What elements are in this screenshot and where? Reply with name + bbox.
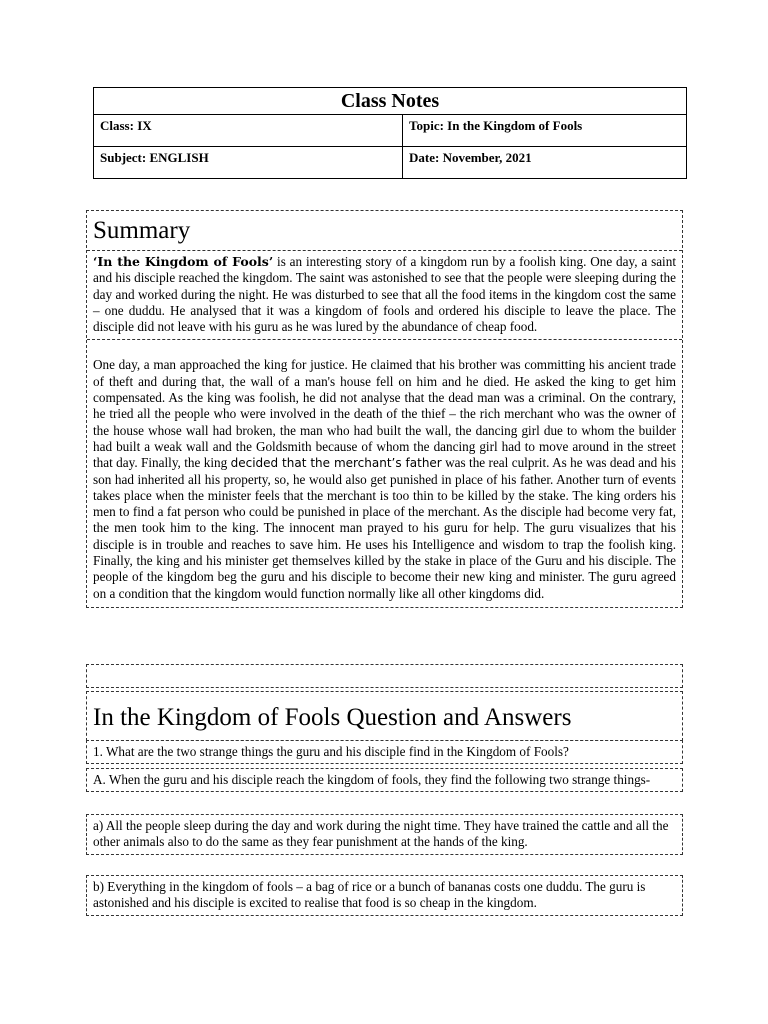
header-info-grid xyxy=(94,115,686,178)
answer-1-intro: A. When the guru and his disciple reach the kingdom of fools, they find the following two strange things- xyxy=(86,768,683,792)
date-field: Date: November, 2021 xyxy=(409,150,532,165)
topic-field: Topic: In the Kingdom of Fools xyxy=(403,115,686,147)
class-notes-header xyxy=(93,87,687,179)
answer-1-point-b: b) Everything in the kingdom of fools – a bag of rice or a bunch of bananas costs one duddu. The guru is astonished and his disciple is excited to realise that food is so cheap in the kingdom. xyxy=(86,875,683,916)
summary-paragraph-1 xyxy=(87,251,682,340)
story-title: ‘In the Kingdom of Fools’ xyxy=(93,254,274,269)
summary-heading: Summary xyxy=(87,211,682,251)
page-title: Class Notes xyxy=(94,88,686,115)
summary-paragraph-2-part-a: One day, a man approached the king for justice. He claimed that his brother was committing his ancient trade of theft and during that, the wall of a man's house fell on him and he died. He asked the king to get him compensated. As the king was foolish, he did not analyse that the dead man was a criminal. On the contrary, he tried all the people who were involved in the death of the thief – the rich merchant who was the owner of the house whose wall had broken, the man who had built the wall, the dancing girl due to whom the builder had built a weak wall and the Goldsmith because of whom the dancing girl had to move around in the street that day. Finally, the king xyxy=(93,357,676,471)
summary-paragraph-2 xyxy=(87,340,682,606)
class-field: Class: IX xyxy=(94,115,403,147)
summary-paragraph-1-text: is an interesting story of a kingdom run by a foolish king. One day, a saint and his disciple reached the kingdom. The saint was astonished to see that the people were sleeping during the day and worked during the night. He was disturbed to see that all the food items in the kingdom cost the same – one duddu. He analysed that it was a kingdom of fools and ordered his disciple to leave the place. The disciple did not leave with his guru as he was lured by the abundance of cheap food. xyxy=(93,254,676,335)
answer-1-point-a: a) All the people sleep during the day and work during the night time. They have trained the cattle and all the other animals also to do the same as they fear punishment at the hands of the king. xyxy=(86,814,683,855)
qa-heading: In the Kingdom of Fools Question and Answers xyxy=(86,691,683,741)
subject-field: Subject: ENGLISH xyxy=(94,147,403,178)
summary-section xyxy=(86,210,683,608)
summary-paragraph-2-part-b: decided that the merchant’s father xyxy=(230,456,442,471)
summary-paragraph-2-part-c: was the real culprit. As he was dead and his son had inherited all his property, so, he would also get punished in place of his father. Another turn of events takes place when the minister feels that the merchant is too thin to be killed by the stake. The king orders his men to find a fat person who could be punished in place of the merchant. As the disciple had become very fat, the men took him to the king. The innocent man prayed to his guru for help. The guru visualizes that his disciple is in trouble and reaches to save him. He uses his Intelligence and wisdom to trap the foolish king. Finally, the king and his minister get themselves killed by the stake in place of the Guru and his disciple. The people of the kingdom beg the guru and his disciple to become their new king and minister. The guru agreed on a condition that the kingdom would function normally like all other kingdoms did. xyxy=(93,455,677,601)
blank-row xyxy=(86,664,683,688)
question-1: 1. What are the two strange things the guru and his disciple find in the Kingdom of Fools? xyxy=(86,740,683,764)
